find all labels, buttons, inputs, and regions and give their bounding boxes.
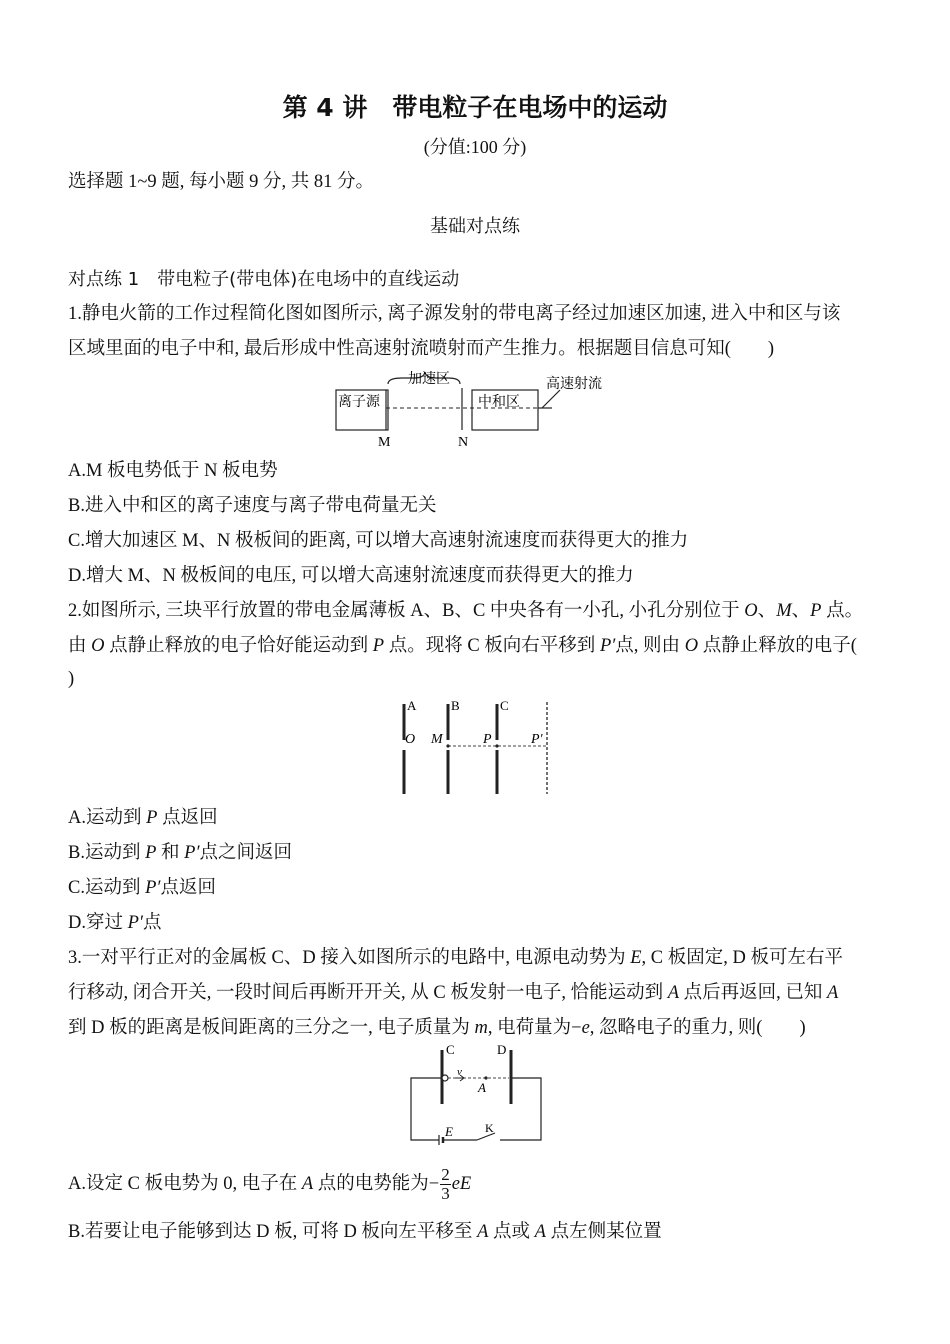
jet-pointer bbox=[542, 390, 560, 408]
label-d: D bbox=[497, 1044, 507, 1057]
label-m: M bbox=[378, 435, 391, 450]
q3-stem-line1: 3.一对平行正对的金属板 C、D 接入如图所示的电路中, 电源电动势为 E, C 板固定, D 板可左右平 bbox=[68, 948, 843, 968]
subsection-title: 对点练 1 带电粒子(带电体)在电场中的直线运动 bbox=[68, 269, 460, 290]
score-note: (分值:100 分) bbox=[423, 137, 527, 157]
q1-option-b: B.进入中和区的离子速度与离子带电荷量无关 bbox=[68, 496, 437, 516]
q3-option-a: A.设定 C 板电势为 0, 电子在 A 点的电势能为− $\frac{2}{3}$ eE bbox=[68, 1165, 472, 1204]
page-title: 第 4 讲 带电粒子在电场中的运动 bbox=[282, 93, 668, 122]
label-neutral: 中和区 bbox=[478, 395, 520, 410]
q1-stem-line1: 1.静电火箭的工作过程简化图如图所示, 离子源发射的带电离子经过加速区加速, 进入中和区与该 bbox=[68, 304, 841, 324]
label-plate-a: A bbox=[407, 698, 417, 713]
q3-stem-line3: 到 D 板的距离是板间距离的三分之一, 电子质量为 m, 电荷量为−e, 忽略电子的重力, 则( ) bbox=[68, 1018, 806, 1038]
q1-figure bbox=[330, 368, 620, 452]
q2-figure bbox=[395, 698, 555, 798]
label-ion-source: 离子源 bbox=[338, 395, 380, 410]
q1-stem-line2: 区域里面的电子中和, 最后形成中性高速射流喷射而产生推力。根据题目信息可知( ) bbox=[68, 339, 775, 359]
label-c: C bbox=[446, 1044, 455, 1057]
wire-right bbox=[500, 1078, 541, 1140]
q2-option-c: C.运动到 P′点返回 bbox=[68, 878, 216, 898]
label-jet: 高速射流 bbox=[546, 377, 602, 392]
q2-stem-line2: 由 O 点静止释放的电子恰好能运动到 P 点。现将 C 板向右平移到 P′点, 则由 O 点静止释放的电子( bbox=[68, 636, 857, 656]
label-m: M bbox=[431, 732, 443, 747]
q2-option-d: D.穿过 P′点 bbox=[68, 913, 162, 933]
label-o: O bbox=[405, 732, 416, 747]
fraction: $\frac{2}{3}$ bbox=[441, 1165, 450, 1204]
label-p-prime: P′ bbox=[531, 732, 543, 747]
q2-option-b: B.运动到 P 和 P′点之间返回 bbox=[68, 843, 293, 863]
q1-option-a: A.M 板电势低于 N 板电势 bbox=[68, 461, 278, 481]
label-k: K bbox=[485, 1121, 494, 1135]
label-n: N bbox=[458, 435, 469, 450]
label-plate-c: C bbox=[500, 698, 509, 713]
label-v: v bbox=[457, 1066, 462, 1078]
q3-stem-line2: 行移动, 闭合开关, 一段时间后再断开开关, 从 C 板发射一电子, 恰能运动到 A 点后再返回, 已知 A bbox=[68, 983, 839, 1003]
label-e: E bbox=[445, 1124, 453, 1139]
instruction: 选择题 1~9 题, 每小题 9 分, 共 81 分。 bbox=[68, 172, 375, 192]
q3-figure bbox=[405, 1044, 550, 1146]
wire-left bbox=[411, 1078, 442, 1140]
label-a: A bbox=[478, 1080, 486, 1095]
label-plate-b: B bbox=[451, 698, 460, 713]
q2-option-a: A.运动到 P 点返回 bbox=[68, 808, 218, 828]
section-title: 基础对点练 bbox=[430, 216, 520, 237]
q3-option-b: B.若要让电子能够到达 D 板, 可将 D 板向左平移至 A 点或 A 点左侧某位置 bbox=[68, 1222, 662, 1242]
label-accel: 加速区 bbox=[408, 372, 450, 387]
q1-option-d: D.增大 M、N 极板间的电压, 可以增大高速射流速度而获得更大的推力 bbox=[68, 566, 634, 586]
q1-option-c: C.增大加速区 M、N 极板间的距离, 可以增大高速射流速度而获得更大的推力 bbox=[68, 531, 689, 551]
q2-stem-line1: 2.如图所示, 三块平行放置的带电金属薄板 A、B、C 中央各有一小孔, 小孔分别位于 O、M、P 点。 bbox=[68, 601, 864, 621]
q2-stem-line3: ) bbox=[68, 669, 75, 689]
electron bbox=[442, 1075, 448, 1081]
label-p: P bbox=[483, 732, 492, 747]
